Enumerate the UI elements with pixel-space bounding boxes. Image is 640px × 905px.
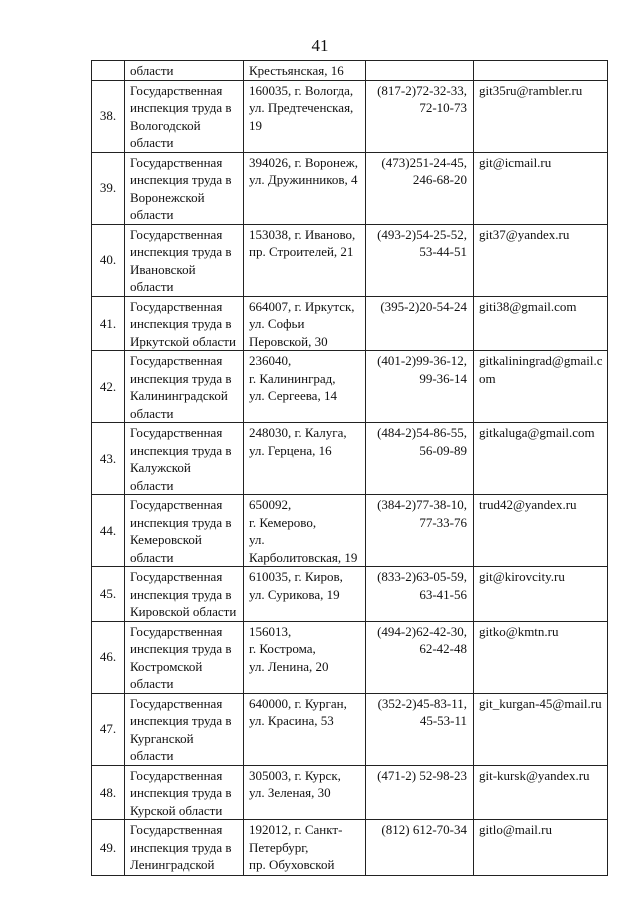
cell-line: Ивановской — [130, 261, 196, 277]
table-row — [92, 693, 608, 765]
cell-line: 664007, г. Иркутск, — [249, 298, 355, 314]
cell-line: Калининградской — [130, 388, 228, 403]
cell-line: giti38@gmail.com — [479, 298, 577, 314]
cell-line: Крестьянская, 16 — [249, 63, 344, 78]
table-row — [92, 351, 608, 423]
cell-line: ул. Сурикова, 19 — [249, 586, 340, 602]
cell-line: Воронежской — [130, 189, 205, 205]
cell-line: Ленинградской — [130, 857, 215, 872]
address-cell — [244, 80, 366, 152]
cell-line: ул. Герцена, 16 — [249, 442, 332, 458]
cell-line: git-kursk@yandex.ru — [479, 767, 590, 783]
row-number-cell: 39. — [92, 152, 125, 224]
cell-line: области — [130, 279, 174, 294]
cell-line: Государственная — [130, 822, 223, 837]
cell-line: ул. Зеленая, 30 — [249, 785, 331, 800]
cell-line: инспекция труда в — [130, 370, 232, 386]
cell-line: Государственная — [130, 497, 223, 512]
table-row — [92, 224, 608, 296]
email-cell — [474, 351, 608, 423]
phone-cell — [366, 621, 474, 693]
phone-cell — [366, 351, 474, 423]
cell-line: (471-2) 52-98-23 — [377, 767, 467, 783]
cell-line: Государственная — [130, 226, 223, 242]
cell-line: ул. — [249, 532, 265, 547]
table-row — [92, 567, 608, 622]
inspection-name-cell — [125, 621, 244, 693]
cell-line: 236040, — [249, 353, 292, 368]
cell-line: области — [130, 63, 174, 78]
inspection-contacts-table — [91, 60, 608, 876]
cell-line: 77-33-76 — [419, 514, 467, 530]
cell-line: (493-2)54-25-52, — [377, 226, 467, 242]
cell-line: Костромской — [130, 658, 203, 674]
cell-line: ул. Дружинников, 4 — [249, 172, 358, 187]
cell-line: 305003, г. Курск, — [249, 767, 341, 783]
table-row — [92, 820, 608, 876]
inspection-name-cell — [125, 693, 244, 765]
cell-line: области — [130, 676, 174, 691]
cell-line: инспекция труда в — [130, 442, 232, 458]
inspection-name-cell — [125, 224, 244, 296]
cell-line: 153038, г. Иваново, — [249, 226, 356, 242]
cell-line: инспекция труда в — [130, 839, 232, 855]
email-cell — [474, 61, 608, 81]
cell-line: git@icmail.ru — [479, 154, 552, 170]
cell-line: trud42@yandex.ru — [479, 497, 577, 512]
address-cell — [244, 820, 366, 876]
cell-line: Кировской области — [130, 604, 237, 619]
row-number-cell: 48. — [92, 765, 125, 820]
row-number-cell: 40. — [92, 224, 125, 296]
cell-line: 19 — [249, 117, 262, 133]
row-number-cell: 46. — [92, 621, 125, 693]
phone-cell — [366, 423, 474, 495]
address-cell — [244, 351, 366, 423]
cell-line: 45-53-11 — [419, 713, 467, 728]
cell-line: (384-2)77-38-10, — [377, 497, 467, 512]
cell-line: om — [479, 370, 496, 386]
address-cell — [244, 423, 366, 495]
row-number-cell: 45. — [92, 567, 125, 622]
table-body — [92, 61, 608, 876]
cell-line: (401-2)99-36-12, — [377, 353, 467, 368]
cell-line: ул. Сергеева, 14 — [249, 388, 337, 403]
row-number-cell: 42. — [92, 351, 125, 423]
table-row — [92, 621, 608, 693]
cell-line: инспекция труда в — [130, 100, 232, 115]
cell-line: git_kurgan-45@mail.ru — [479, 695, 602, 711]
address-cell — [244, 296, 366, 351]
cell-line: (352-2)45-83-11, — [377, 695, 467, 711]
cell-line: Карболитовская, 19 — [249, 549, 358, 565]
inspection-name-cell — [125, 80, 244, 152]
cell-line: (484-2)54-86-55, — [377, 425, 467, 440]
cell-line: г. Кострома, — [249, 641, 316, 656]
email-cell — [474, 152, 608, 224]
cell-line: Курганской — [130, 730, 194, 746]
row-number-cell: 43. — [92, 423, 125, 495]
cell-line: git37@yandex.ru — [479, 226, 570, 242]
email-cell — [474, 765, 608, 820]
phone-cell — [366, 296, 474, 351]
row-number-cell: 49. — [92, 820, 125, 876]
row-number-cell: 47. — [92, 693, 125, 765]
inspection-name-cell — [125, 820, 244, 876]
cell-line: ул. Ленина, 20 — [249, 658, 329, 674]
cell-line: 248030, г. Калуга, — [249, 425, 347, 440]
inspection-name-cell — [125, 765, 244, 820]
cell-line: инспекция труда в — [130, 586, 232, 602]
phone-cell — [366, 61, 474, 81]
cell-line: 156013, — [249, 623, 292, 639]
cell-line: области — [130, 135, 174, 150]
cell-line: Государственная — [130, 569, 223, 584]
cell-line: области — [130, 207, 174, 222]
cell-line: 246-68-20 — [412, 172, 467, 187]
cell-line: области — [130, 477, 174, 493]
cell-line: инспекция труда в — [130, 316, 232, 331]
cell-line: 72-10-73 — [419, 100, 467, 115]
cell-line: Государственная — [130, 154, 223, 170]
cell-line: 394026, г. Воронеж, — [249, 154, 358, 170]
phone-cell — [366, 224, 474, 296]
address-cell — [244, 693, 366, 765]
cell-line: пр. Обуховской — [249, 857, 335, 872]
cell-line: Государственная — [130, 82, 223, 98]
cell-line: (812) 612-70-34 — [381, 822, 467, 837]
email-cell — [474, 80, 608, 152]
cell-line: 62-42-48 — [419, 641, 467, 656]
cell-line: Государственная — [130, 623, 223, 639]
cell-line: Государственная — [130, 425, 223, 440]
table-row — [92, 296, 608, 351]
address-cell — [244, 224, 366, 296]
cell-line: Иркутской области — [130, 333, 236, 349]
cell-line: 63-41-56 — [419, 586, 467, 602]
cell-line: инспекция труда в — [130, 641, 232, 656]
cell-line: 99-36-14 — [419, 370, 467, 386]
email-cell — [474, 820, 608, 876]
table-row — [92, 495, 608, 567]
cell-line: gitlo@mail.ru — [479, 822, 552, 837]
cell-line: Кемеровской — [130, 532, 202, 547]
table-row — [92, 61, 608, 81]
row-number-cell: 41. — [92, 296, 125, 351]
cell-line: ул. Предтеченская, — [249, 100, 354, 115]
cell-line: 53-44-51 — [419, 244, 467, 259]
cell-line: инспекция труда в — [130, 785, 232, 800]
cell-line: gitko@kmtn.ru — [479, 623, 559, 639]
cell-line: 610035, г. Киров, — [249, 569, 343, 584]
cell-line: (473)251-24-45, — [381, 154, 467, 170]
cell-line: инспекция труда в — [130, 172, 232, 187]
cell-line: Перовской, 30 — [249, 333, 328, 349]
email-cell — [474, 296, 608, 351]
row-number-cell — [92, 61, 125, 81]
address-cell — [244, 621, 366, 693]
row-number-cell: 38. — [92, 80, 125, 152]
phone-cell — [366, 495, 474, 567]
phone-cell — [366, 765, 474, 820]
email-cell — [474, 621, 608, 693]
cell-line: (817-2)72-32-33, — [377, 82, 467, 98]
inspection-name-cell — [125, 423, 244, 495]
email-cell — [474, 495, 608, 567]
cell-line: gitkaliningrad@gmail.c — [479, 353, 603, 368]
cell-line: инспекция труда в — [130, 244, 232, 259]
cell-line: пр. Строителей, 21 — [249, 244, 354, 259]
inspection-name-cell — [125, 351, 244, 423]
address-cell — [244, 152, 366, 224]
cell-line: Петербург, — [249, 839, 309, 855]
cell-line: git35ru@rambler.ru — [479, 82, 583, 98]
phone-cell — [366, 80, 474, 152]
phone-cell — [366, 693, 474, 765]
address-cell — [244, 765, 366, 820]
cell-line: г. Калининград, — [249, 370, 336, 386]
cell-line: Государственная — [130, 298, 223, 314]
phone-cell — [366, 152, 474, 224]
cell-line: (494-2)62-42-30, — [377, 623, 467, 639]
inspection-name-cell — [125, 152, 244, 224]
table-row — [92, 765, 608, 820]
email-cell — [474, 693, 608, 765]
cell-line: Государственная — [130, 353, 223, 368]
phone-cell — [366, 567, 474, 622]
row-number-cell: 44. — [92, 495, 125, 567]
email-cell — [474, 224, 608, 296]
inspection-name-cell — [125, 495, 244, 567]
address-cell — [244, 61, 366, 81]
cell-line: (833-2)63-05-59, — [377, 569, 467, 584]
cell-line: Калужской — [130, 460, 191, 475]
cell-line: gitkaluga@gmail.com — [479, 425, 595, 440]
table-row — [92, 423, 608, 495]
cell-line: ул. Софьи — [249, 316, 305, 331]
email-cell — [474, 567, 608, 622]
cell-line: Государственная — [130, 767, 223, 783]
phone-cell — [366, 820, 474, 876]
cell-line: (395-2)20-54-24 — [380, 298, 467, 314]
inspection-name-cell — [125, 61, 244, 81]
table-row — [92, 80, 608, 152]
cell-line: Государственная — [130, 695, 223, 711]
cell-line: 650092, — [249, 497, 292, 512]
cell-line: 640000, г. Курган, — [249, 695, 347, 711]
cell-line: Вологодской — [130, 117, 201, 133]
cell-line: области — [130, 748, 174, 763]
table-row — [92, 152, 608, 224]
cell-line: ул. Красина, 53 — [249, 713, 334, 728]
cell-line: git@kirovcity.ru — [479, 569, 565, 584]
cell-line: Курской области — [130, 802, 223, 818]
cell-line: г. Кемерово, — [249, 514, 317, 530]
inspection-name-cell — [125, 567, 244, 622]
cell-line: 160035, г. Вологда, — [249, 82, 354, 98]
page-number: 41 — [311, 36, 329, 55]
inspection-name-cell — [125, 296, 244, 351]
cell-line: инспекция труда в — [130, 713, 232, 728]
address-cell — [244, 495, 366, 567]
cell-line: области — [130, 405, 174, 421]
cell-line: инспекция труда в — [130, 514, 232, 530]
address-cell — [244, 567, 366, 622]
cell-line: области — [130, 549, 174, 565]
cell-line: 192012, г. Санкт- — [249, 822, 343, 837]
cell-line: 56-09-89 — [419, 442, 467, 458]
email-cell — [474, 423, 608, 495]
